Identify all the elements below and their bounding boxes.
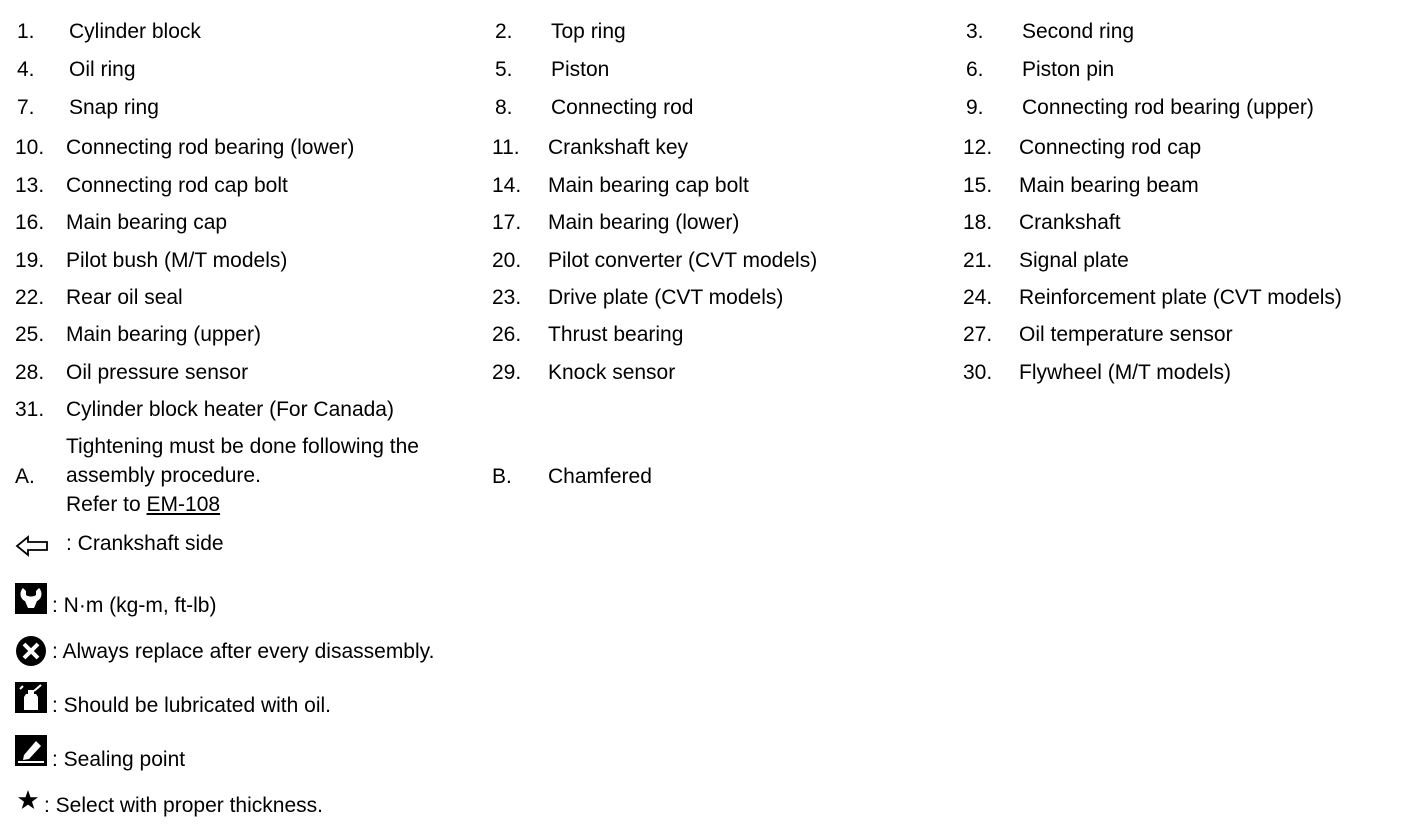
part-number: 31. [15,398,45,421]
part-number: 13. [15,174,45,197]
torque-wrench-icon [14,582,48,615]
part-number: 10. [15,136,45,159]
part-number: 17. [492,211,522,234]
part-number: 8. [495,96,513,119]
part-number: 6. [966,58,984,81]
arrow-left-outline-icon [15,535,49,557]
part-number: 4. [17,58,35,81]
part-number: 27. [963,323,993,346]
part-number: 19. [15,249,45,272]
legend-lubricate: : Should be lubricated with oil. [52,694,331,717]
part-name: Main bearing beam [1019,174,1199,197]
note-b-letter: B. [492,465,512,488]
part-number: 16. [15,211,45,234]
note-a-letter: A. [15,465,35,488]
part-name: Main bearing (lower) [548,211,740,234]
legend-torque: : N·m (kg-m, ft-lb) [52,594,217,617]
part-name: Cylinder block [69,20,201,43]
part-name: Thrust bearing [548,323,684,346]
part-number: 30. [963,361,993,384]
part-name: Main bearing cap bolt [548,174,749,197]
part-number: 2. [495,20,513,43]
part-name: Flywheel (M/T models) [1019,361,1231,384]
part-number: 3. [966,20,984,43]
part-name: Piston [551,58,610,81]
part-name: Main bearing (upper) [66,323,261,346]
part-number: 11. [492,136,520,159]
part-name: Pilot bush (M/T models) [66,249,288,272]
legend-crankshaft-side: : Crankshaft side [66,532,224,555]
note-a-line3 [66,490,419,519]
part-name: Top ring [551,20,626,43]
part-number: 26. [492,323,522,346]
sealing-pen-icon [14,734,48,767]
oil-can-icon [14,681,48,714]
part-number: 24. [963,286,993,309]
part-number: 18. [963,211,993,234]
part-name: Cylinder block heater (For Canada) [66,398,394,421]
em-108-link[interactable]: EM-108 [146,493,221,516]
part-number: 23. [492,286,522,309]
legend-sealing: : Sealing point [52,748,186,771]
part-name: Oil ring [69,58,136,81]
part-name: Oil temperature sensor [1019,323,1233,346]
part-name: Main bearing cap [66,211,228,234]
part-name: Connecting rod [551,96,694,119]
part-name: Signal plate [1019,249,1129,272]
replace-x-circle-icon [15,635,47,667]
legend-thickness: : Select with proper thickness. [44,794,323,817]
part-number: 7. [17,96,35,119]
part-number: 20. [492,249,522,272]
part-name: Oil pressure sensor [66,361,249,384]
part-name: Rear oil seal [66,286,183,309]
star-icon [17,789,39,811]
part-number: 22. [15,286,45,309]
legend-replace: : Always replace after every disassembly. [52,640,435,663]
part-number: 21. [963,249,993,272]
part-name: Connecting rod cap [1019,136,1202,159]
part-name: Piston pin [1022,58,1115,81]
part-number: 12. [963,136,993,159]
part-name: Connecting rod bearing (upper) [1022,96,1314,119]
part-number: 5. [495,58,513,81]
part-number: 14. [492,174,522,197]
part-name: Connecting rod bearing (lower) [66,136,355,159]
part-number: 28. [15,361,45,384]
part-name: Pilot converter (CVT models) [548,249,818,272]
note-a-line2: assembly procedure. [66,464,261,487]
note-a-text [66,432,419,519]
part-number: 25. [15,323,45,346]
part-name: Snap ring [69,96,159,119]
part-number: 29. [492,361,522,384]
part-number: 1. [17,20,35,43]
part-name: Drive plate (CVT models) [548,286,784,309]
part-name: Crankshaft key [548,136,689,159]
part-name: Second ring [1022,20,1135,43]
note-a-refer-prefix: Refer to [66,493,147,516]
part-number: 9. [966,96,984,119]
part-name: Reinforcement plate (CVT models) [1019,286,1342,309]
note-b-text: Chamfered [548,465,652,488]
note-a-line1: Tightening must be done following the [66,435,419,458]
part-name: Knock sensor [548,361,676,384]
part-name: Connecting rod cap bolt [66,174,288,197]
part-name: Crankshaft [1019,211,1121,234]
part-number: 15. [963,174,993,197]
